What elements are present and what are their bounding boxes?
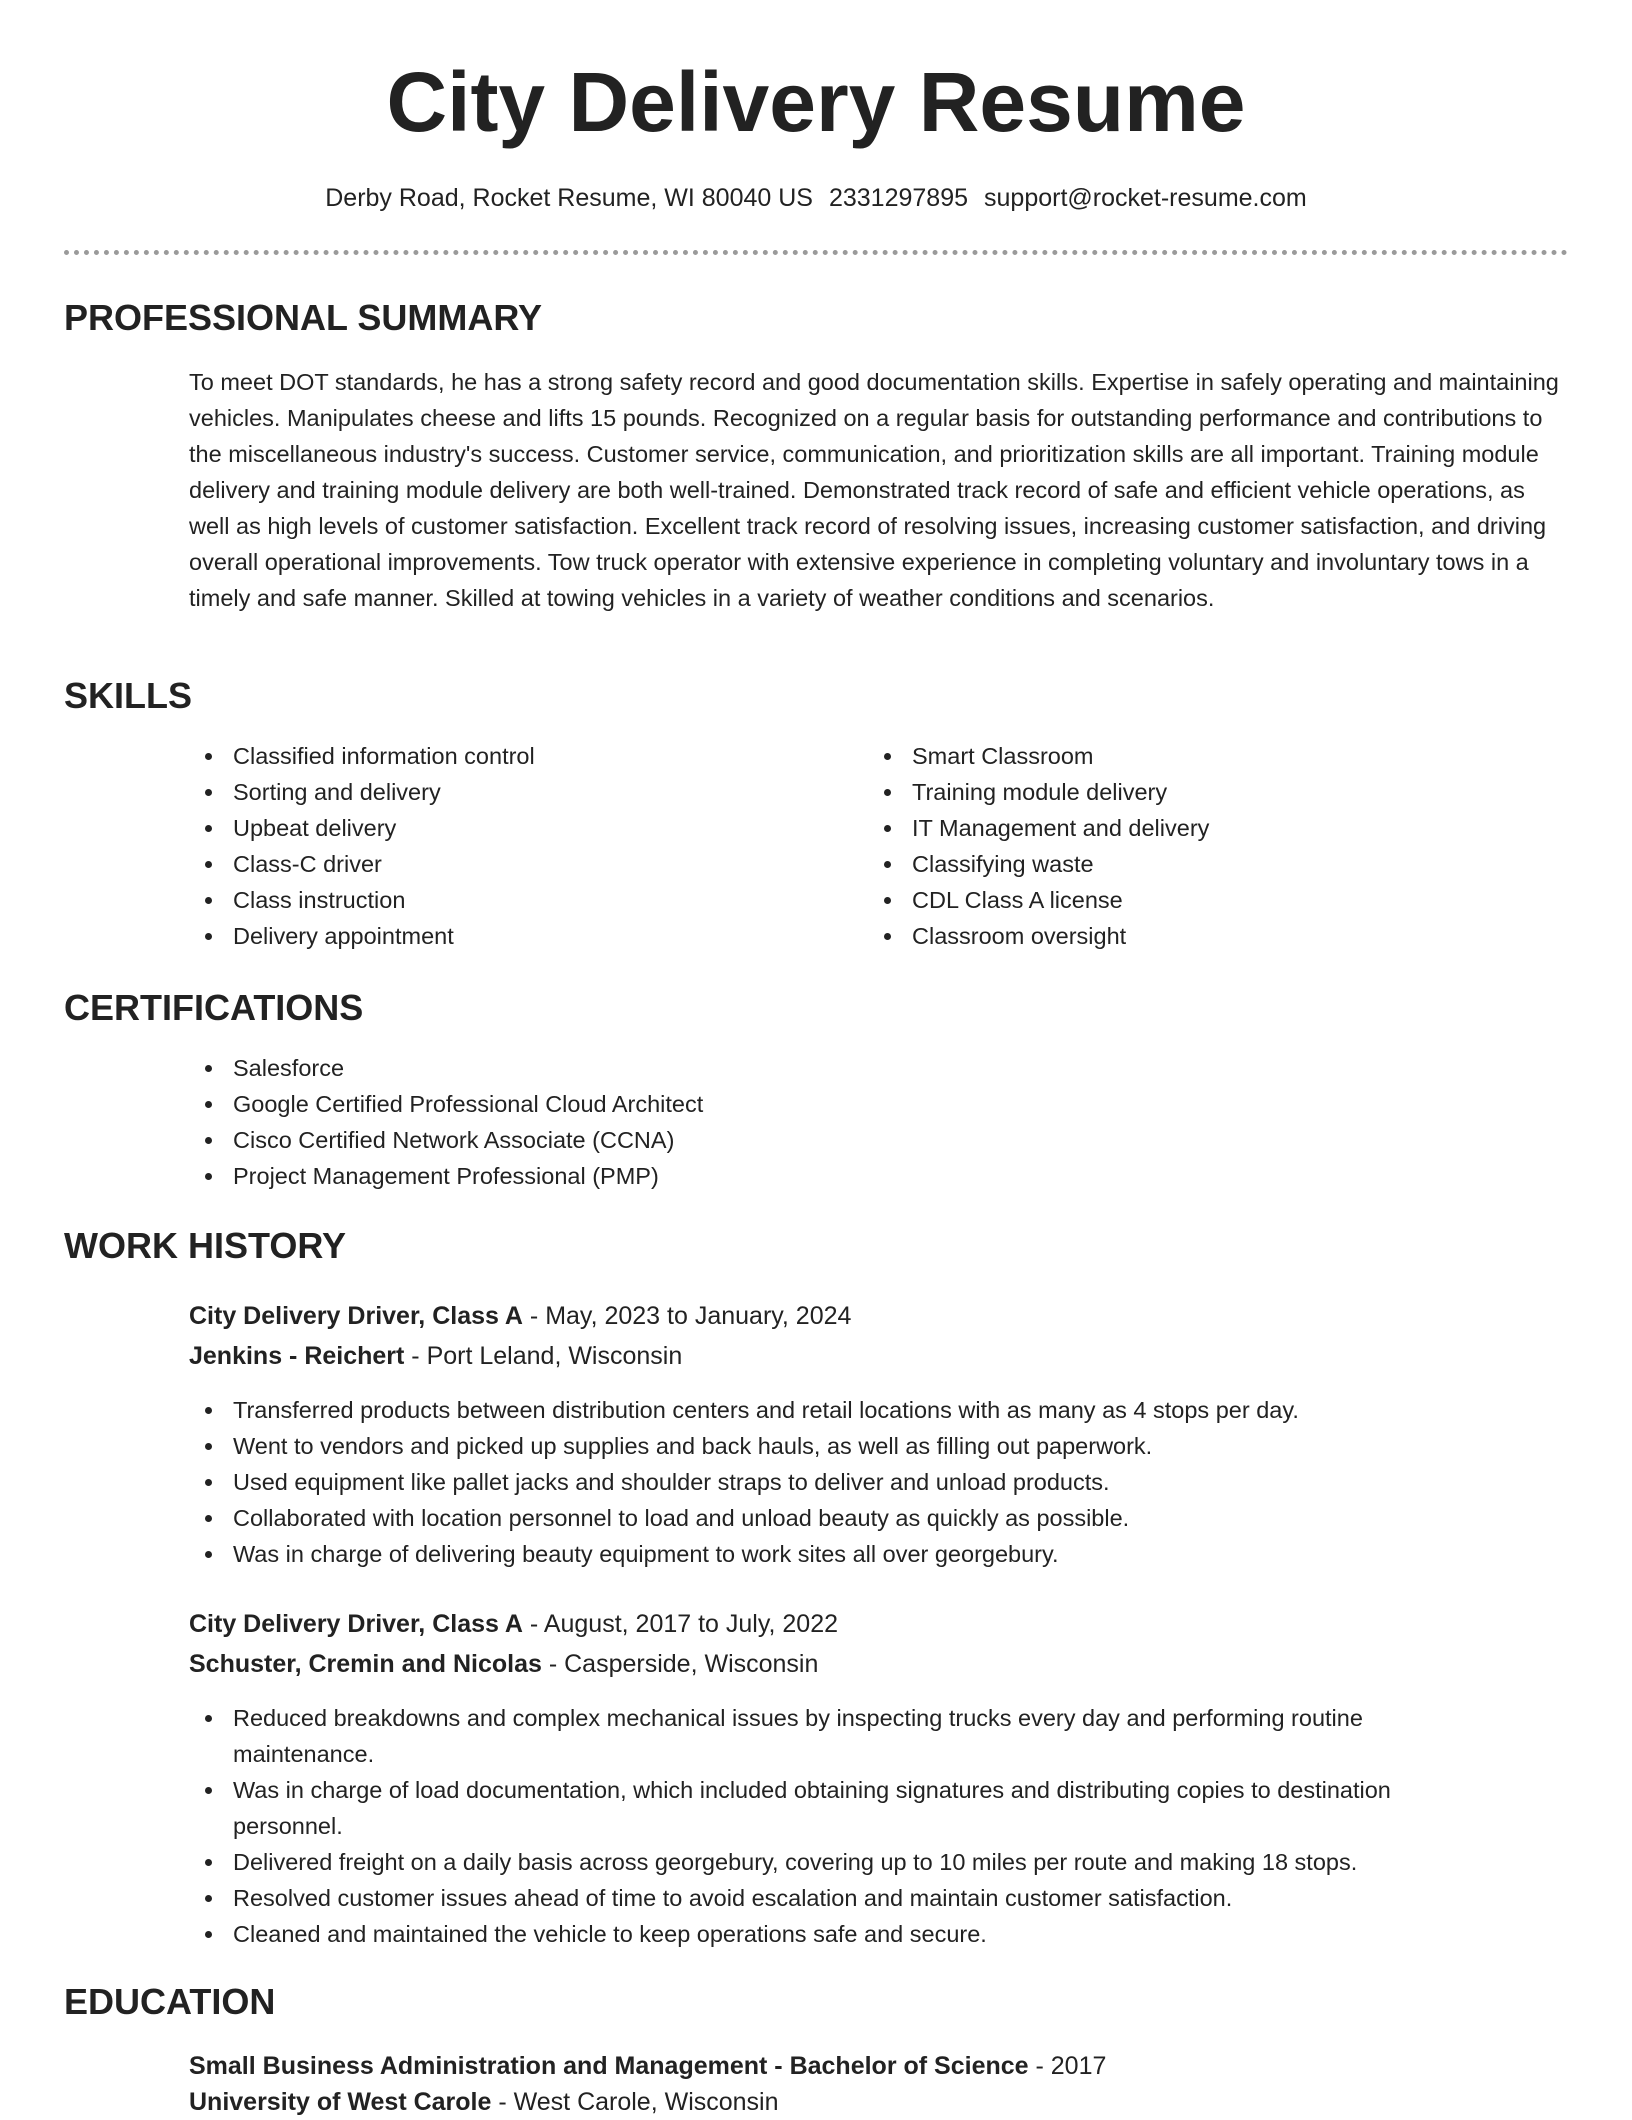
certifications-heading: CERTIFICATIONS (64, 987, 364, 1028)
contact-email[interactable]: support@rocket-resume.com (984, 184, 1307, 212)
skill-item: Class instruction (189, 882, 829, 918)
skills-heading: SKILLS (64, 675, 193, 716)
skills-list-right (868, 738, 1508, 954)
certification-item: Project Management Professional (PMP) (189, 1158, 1489, 1194)
job-company: Jenkins - Reichert (189, 1342, 405, 1370)
job-company: Schuster, Cremin and Nicolas (189, 1650, 542, 1678)
certification-item: Google Certified Professional Cloud Architect (189, 1086, 1489, 1122)
job-title: City Delivery Driver, Class A (189, 1610, 523, 1638)
job-dates: - May, 2023 to January, 2024 (522, 1302, 852, 1330)
education-year: - 2017 (1028, 2052, 1107, 2080)
job-bullet: Collaborated with location personnel to load and unload beauty as quickly as possible. (189, 1500, 1569, 1536)
job-bullet: Was in charge of load documentation, which included obtaining signatures and distributing copies to destination personnel. (189, 1772, 1489, 1844)
skill-item: Class-C driver (189, 846, 829, 882)
job-bullet: Was in charge of delivering beauty equipment to work sites all over georgebury. (189, 1536, 1569, 1572)
education-school: University of West Carole (189, 2088, 492, 2116)
certification-item: Salesforce (189, 1050, 1489, 1086)
work-history-heading: WORK HISTORY (64, 1225, 347, 1266)
job-dates: - August, 2017 to July, 2022 (522, 1610, 839, 1638)
job-bullet: Reduced breakdowns and complex mechanical issues by inspecting trucks every day and performing routine maintenance. (189, 1700, 1489, 1772)
skill-item: Classified information control (189, 738, 829, 774)
education-degree: Small Business Administration and Management - Bachelor of Science (189, 2052, 1029, 2080)
job-title-line (189, 1606, 838, 1642)
summary-heading: PROFESSIONAL SUMMARY (64, 297, 543, 338)
certifications-list (189, 1050, 1489, 1194)
education-heading: EDUCATION (64, 1981, 276, 2022)
skill-item: Classroom oversight (868, 918, 1508, 954)
job-location: - Casperside, Wisconsin (541, 1650, 819, 1678)
contact-address: Derby Road, Rocket Resume, WI 80040 US (325, 184, 813, 212)
summary-text: To meet DOT standards, he has a strong safety record and good documentation skills. Expertise in safely operating and maintaining vehicles. Manipulates cheese and lifts 15 pounds. Recognized on a regular basis for outstanding performance and contributions to the miscellaneous industry's success. Customer service, communication, and prioritization skills are all important. Training module delivery and training module delivery are both well-trained. Demonstrated track record of safe and efficient vehicle operations, as well as high levels of customer satisfaction. Excellent track record of resolving issues, increasing customer satisfaction, and driving overall operational improvements. Tow truck operator with extensive experience in completing voluntary and involuntary tows in a timely and safe manner. Skilled at towing vehicles in a variety of weather conditions and scenarios. (189, 369, 1559, 611)
job-bullets (189, 1700, 1489, 1952)
skill-item: Upbeat delivery (189, 810, 829, 846)
skill-item: Training module delivery (868, 774, 1508, 810)
skill-item: CDL Class A license (868, 882, 1508, 918)
job-bullet: Used equipment like pallet jacks and shoulder straps to deliver and unload products. (189, 1464, 1569, 1500)
education-school-line (189, 2084, 779, 2120)
skill-item: IT Management and delivery (868, 810, 1508, 846)
resume-title: City Delivery Resume (386, 55, 1246, 149)
contact-line (0, 180, 1632, 216)
skill-item: Classifying waste (868, 846, 1508, 882)
skill-item: Smart Classroom (868, 738, 1508, 774)
job-bullet: Delivered freight on a daily basis across georgebury, covering up to 10 miles per route and making 18 stops. (189, 1844, 1489, 1880)
job-title: City Delivery Driver, Class A (189, 1302, 523, 1330)
job-company-line (189, 1646, 818, 1682)
job-bullet: Resolved customer issues ahead of time to avoid escalation and maintain customer satisfaction. (189, 1880, 1489, 1916)
job-company-line (189, 1338, 682, 1374)
education-location: - West Carole, Wisconsin (491, 2088, 779, 2116)
contact-phone: 2331297895 (828, 184, 969, 212)
job-bullet: Cleaned and maintained the vehicle to keep operations safe and secure. (189, 1916, 1489, 1952)
job-title-line (189, 1298, 851, 1334)
job-bullet: Went to vendors and picked up supplies and back hauls, as well as filling out paperwork. (189, 1428, 1569, 1464)
skill-item: Sorting and delivery (189, 774, 829, 810)
skill-item: Delivery appointment (189, 918, 829, 954)
job-bullet: Transferred products between distribution centers and retail locations with as many as 4 stops per day. (189, 1392, 1569, 1428)
header-divider (64, 250, 1568, 255)
certification-item: Cisco Certified Network Associate (CCNA) (189, 1122, 1489, 1158)
education-degree-line (189, 2048, 1106, 2084)
job-location: - Port Leland, Wisconsin (404, 1342, 683, 1370)
skills-list-left (189, 738, 829, 954)
job-bullets (189, 1392, 1569, 1572)
